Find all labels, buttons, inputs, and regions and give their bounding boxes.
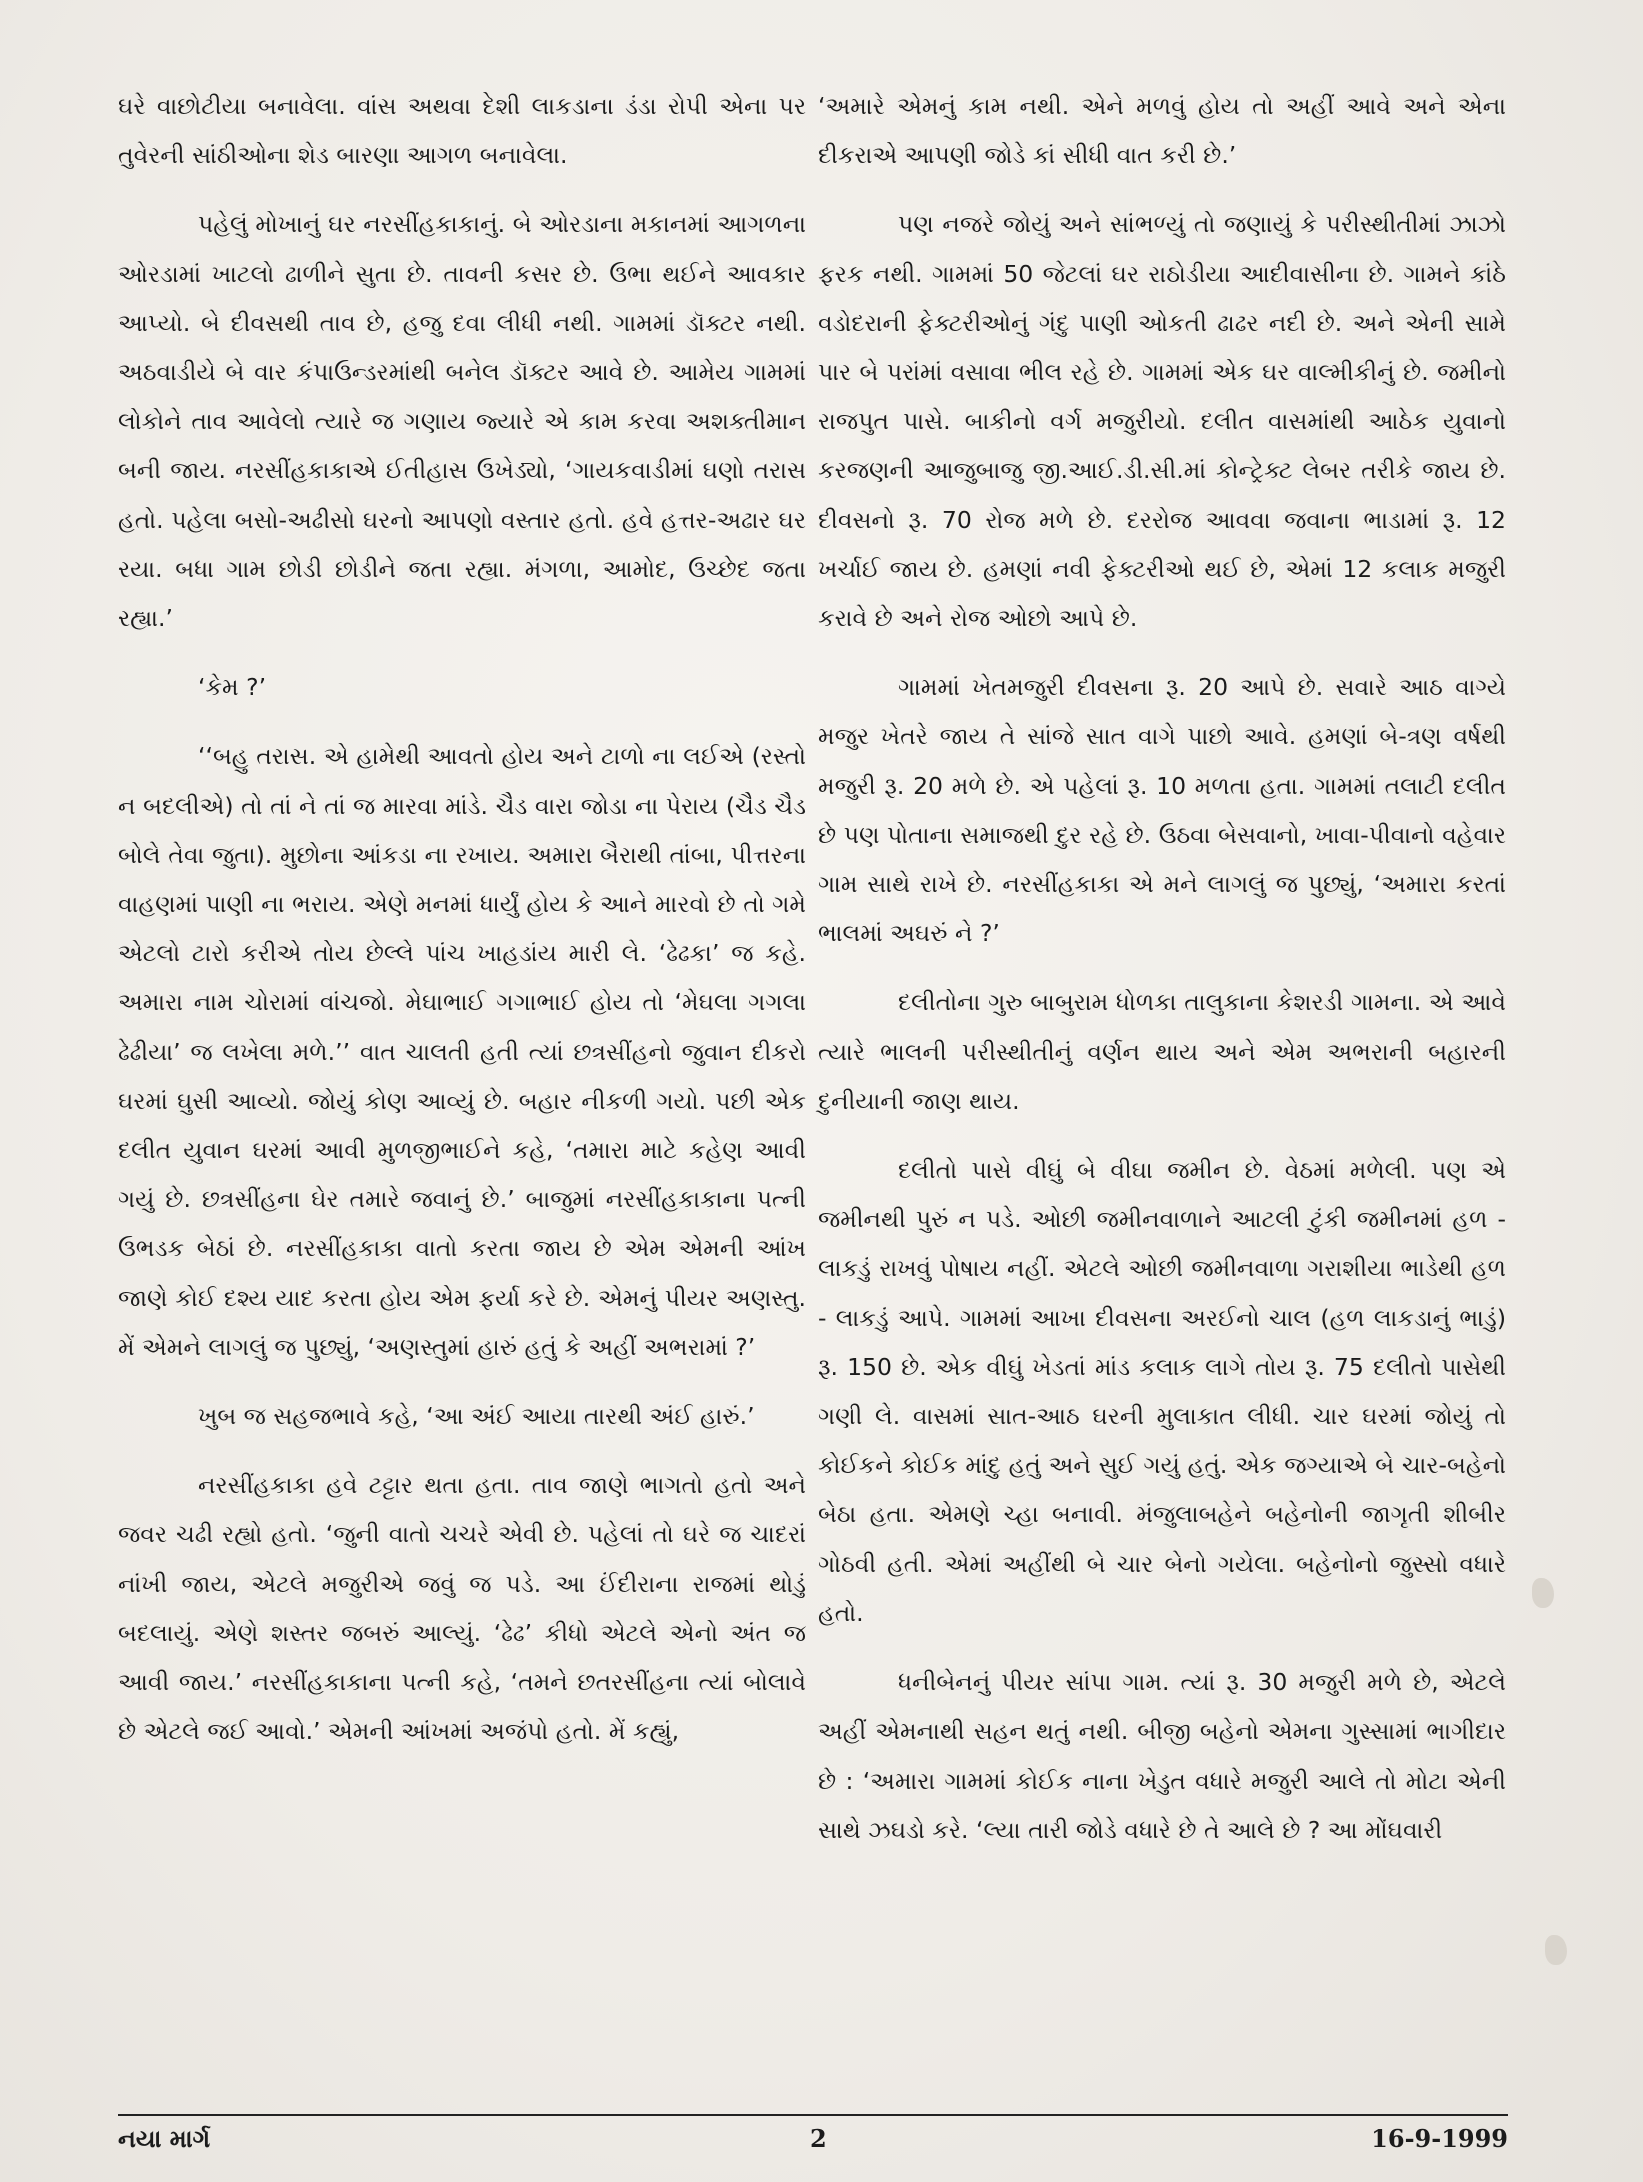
paragraph: પહેલું મોખાનું ઘર નરસીંહકાકાનું. બે ઓરડાના મકાનમાં આગળના ઓરડામાં ખાટલો ઢાળીને સુતા છે. તાવની કસર છે. ઉભા થઈને આવકાર આપ્યો. બે દીવસથી તાવ છે, હજુ દવા લીધી નથી. ગામમાં ડૉક્ટર નથી. અઠવાડીયે બે વાર કંપાઉન્ડરમાંથી બનેલ ડૉક્ટર આવે છે. આમેય ગામમાં લોકોને તાવ આવેલો ત્યારે જ ગણાય જ્યારે એ કામ કરવા અશક્તીમાન બની જાય. નરસીંહકાકાએ ઈતીહાસ ઉખેડ્યો, ‘ગાયકવાડીમાં ઘણો તરાસ હતો. પહેલા બસો-અઢીસો ઘરનો આપણો વસ્તાર હતો. હવે હત્તર-અઢાર ઘર રયા. બધા ગામ છોડી છોડીને જતા રહ્યા. મંગળા, આમોદ, ઉચ્છેદ જતા રહ્યા.’ bbox=[118, 210, 806, 633]
paragraph: નરસીંહકાકા હવે ટટ્ટાર થતા હતા. તાવ જાણે ભાગતો હતો અને જવર ચઢી રહ્યો હતો. ‘જુની વાતો ચચરે એવી છે. પહેલાં તો ઘરે જ ચાદરાં નાંખી જાય, એટલે મજુરીએ જવું જ પડે. આ ઈંદીરાના રાજમાં થોડું બદલાયું. એણે શસ્તર જબરું આલ્યું. ‘ઢેઢ’ કીધો એટલે એનો અંત જ આવી જાય.’ નરસીંહકાકાના પત્ની કહે, ‘તમને છતરસીંહના ત્યાં બોલાવે છે એટલે જઈ આવો.’ એમની આંખમાં અજંપો હતો. મેં કહ્યું, bbox=[118, 1471, 806, 1746]
paragraph: ‘અમારે એમનું કામ નથી. એને મળવું હોય તો અહીં આવે અને એના દીકરાએ આપણી જોડે કાં સીધી વાત કરી છે.’ bbox=[818, 92, 1506, 170]
footer-rule bbox=[118, 2114, 1508, 2116]
paragraph: દલીતોના ગુરુ બાબુરામ ધોળકા તાલુકાના કેશરડી ગામના. એ આવે ત્યારે ભાલની પરીસ્થીતીનું વર્ણન થાય અને એમ અભરાની બહારની દુનીયાની જાણ થાય. bbox=[818, 988, 1506, 1115]
paper-tear-mark bbox=[1532, 1578, 1554, 1608]
left-column bbox=[118, 82, 806, 1757]
paragraph: ‘‘બહુ તરાસ. એ હામેથી આવતો હોય અને ટાળો ના લઈએ (રસ્તો ન બદલીએ) તો તાં ને તાં જ મારવા માંડે. ચૈડ વારા જોડા ના પેરાય (ચૈડ ચૈડ બોલે તેવા જુતા). મુછોના આંકડા ના રખાય. અમારા બૈરાથી તાંબા, પીત્તરના વાહણમાં પાણી ના ભરાય. એણે મનમાં ધાર્યું હોય કે આને મારવો છે તો ગમે એટલો ટારો કરીએ તોય છેલ્લે પાંચ ખાહડાંય મારી લે. ‘ઢેઢકા’ જ કહે. અમારા નામ ચોરામાં વાંચજો. મેઘાભાઈ ગગાભાઈ હોય તો ‘મેઘલા ગગલા ઢેઢીયા’ જ લખેલા મળે.’’ વાત ચાલતી હતી ત્યાં છત્રસીંહનો જુવાન દીકરો ઘરમાં ઘુસી આવ્યો. જોયું કોણ આવ્યું છે. બહાર નીકળી ગયો. પછી એક દલીત યુવાન ઘરમાં આવી મુળજીભાઈને કહે, ‘તમારા માટે કહેણ આવી ગયું છે. છત્રસીંહના ઘેર તમારે જવાનું છે.’ બાજુમાં નરસીંહકાકાના પત્ની ઉભડક બેઠાં છે. નરસીંહકાકા વાતો કરતા જાય છે એમ એમની આંખ જાણે કોઈ દશ્ય યાદ કરતા હોય એમ ફર્યા કરે છે. એમનું પીયર અણસ્તુ. મેં એમને લાગલું જ પુછ્યું, ‘અણસ્તુમાં હારું હતું કે અહીં અભરામાં ?’ bbox=[118, 742, 806, 1361]
paragraph: ઘરે વાછોટીયા બનાવેલા. વાંસ અથવા દેશી લાકડાના ડંડા રોપી એના પર તુવેરની સાંઠીઓના શેડ બારણા આગળ બનાવેલા. bbox=[118, 92, 806, 170]
paragraph: ‘કેમ ?’ bbox=[198, 673, 267, 702]
page-footer bbox=[118, 2122, 1508, 2162]
page-number: 2 bbox=[810, 2124, 827, 2153]
right-column bbox=[818, 82, 1506, 1855]
paragraph: ખુબ જ સહજભાવે કહે, ‘આ અંઈ આયા તારથી અંઈ હારું.’ bbox=[198, 1402, 755, 1431]
paper-tear-mark bbox=[1545, 1935, 1567, 1965]
paragraph: પણ નજરે જોયું અને સાંભળ્યું તો જણાયું કે પરીસ્થીતીમાં ઝાઝો ફરક નથી. ગામમાં 50 જેટલાં ઘર રાઠોડીયા આદીવાસીના છે. ગામને કાંઠે વડોદરાની ફેક્ટરીઓનું ગંદુ પાણી ઓકતી ઢાઢર નદી છે. અને એની સામે પાર બે પરાંમાં વસાવા ભીલ રહે છે. ગામમાં એક ઘર વાલ્મીકીનું છે. જમીનો રાજપુત પાસે. બાકીનો વર્ગ મજુરીયો. દલીત વાસમાંથી આઠેક યુવાનો કરજણની આજુબાજુ જી.આઈ.ડી.સી.માં કોન્ટ્રેક્ટ લેબર તરીકે જાય છે. દીવસનો રૂ. 70 રોજ મળે છે. દરરોજ આવવા જવાના ભાડામાં રૂ. 12 ખર્ચાઈ જાય છે. હમણાં નવી ફેક્ટરીઓ થઈ છે, એમાં 12 કલાક મજુરી કરાવે છે અને રોજ ઓછો આપે છે. bbox=[818, 210, 1506, 633]
publication-name: નયા માર્ગ bbox=[118, 2124, 211, 2153]
paragraph: ગામમાં ખેતમજુરી દીવસના રૂ. 20 આપે છે. સવારે આઠ વાગ્યે મજુર ખેતરે જાય તે સાંજે સાત વાગે પાછો આવે. હમણાં બે-ત્રણ વર્ષથી મજુરી રૂ. 20 મળે છે. એ પહેલાં રૂ. 10 મળતા હતા. ગામમાં તલાટી દલીત છે પણ પોતાના સમાજથી દુર રહે છે. ઉઠવા બેસવાનો, ખાવા-પીવાનો વહેવાર ગામ સાથે રાખે છે. નરસીંહકાકા એ મને લાગલું જ પુછ્યું, ‘અમારા કરતાં ભાલમાં અઘરું ને ?’ bbox=[818, 673, 1506, 948]
issue-date: 16-9-1999 bbox=[1371, 2124, 1508, 2153]
paragraph: દલીતો પાસે વીઘું બે વીઘા જમીન છે. વેઠમાં મળેલી. પણ એ જમીનથી પુરું ન પડે. ઓછી જમીનવાળાને આટલી ટુંકી જમીનમાં હળ - લાકડું રાખવું પોષાય નહીં. એટલે ઓછી જમીનવાળા ગરાશીયા ભાડેથી હળ - લાકડું આપે. ગામમાં આખા દીવસના અરઈનો ચાલ (હળ લાકડાનું ભાડું) રૂ. 150 છે. એક વીઘું ખેડતાં માંડ કલાક લાગે તોય રૂ. 75 દલીતો પાસેથી ગણી લે. વાસમાં સાત-આઠ ઘરની મુલાકાત લીધી. ચાર ઘરમાં જોયું તો કોઈકને કોઈક માંદુ હતું અને સુઈ ગયું હતું. એક જગ્યાએ બે ચાર-બહેનો બેઠા હતા. એમણે ચ્હા બનાવી. મંજુલાબહેને બહેનોની જાગૃતી શીબીર ગોઠવી હતી. એમાં અહીંથી બે ચાર બેનો ગયેલા. બહેનોનો જુસ્સો વધારે હતો. bbox=[818, 1156, 1506, 1627]
paragraph: ધનીબેનનું પીયર સાંપા ગામ. ત્યાં રૂ. 30 મજુરી મળે છે, એટલે અહીં એમનાથી સહન થતું નથી. બીજી બહેનો એમના ગુસ્સામાં ભાગીદાર છે : ‘અમારા ગામમાં કોઈક નાના ખેડુત વધારે મજુરી આલે તો મોટા એની સાથે ઝઘડો કરે. ‘લ્યા તારી જોડે વધારે છે તે આલે છે ? આ મોંઘવારી bbox=[818, 1668, 1506, 1844]
